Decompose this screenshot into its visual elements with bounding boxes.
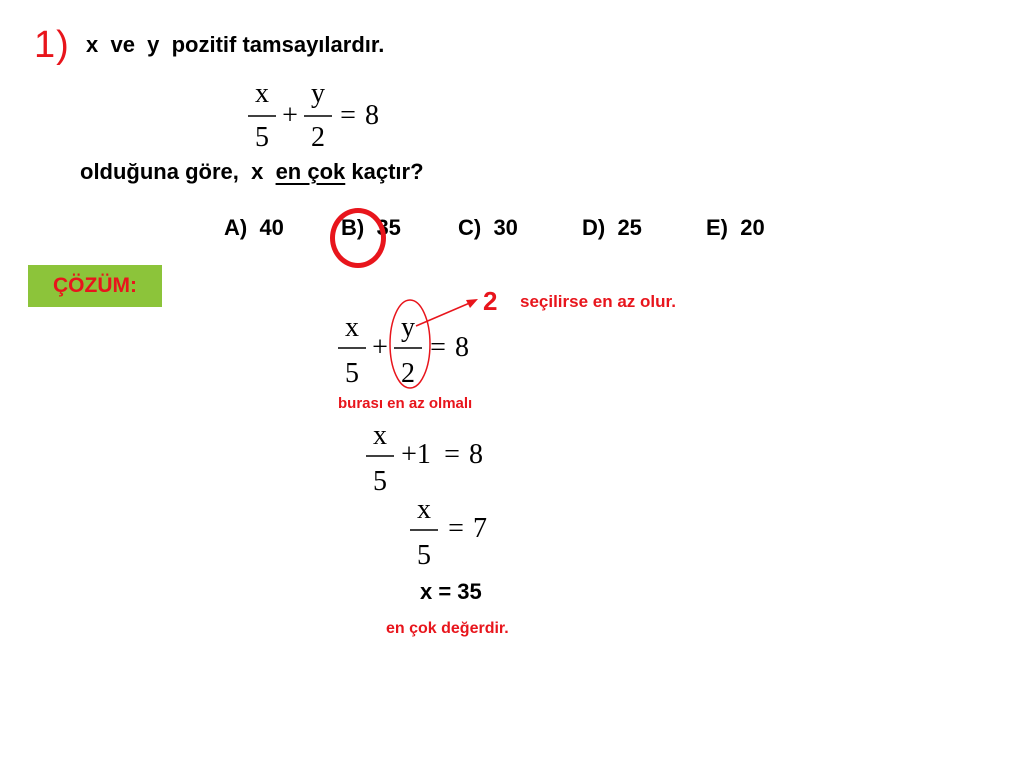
question-underlined: en çok xyxy=(275,159,346,184)
eq-num-x: x xyxy=(255,78,269,109)
selected-answer-circle xyxy=(330,208,386,268)
below-note: burası en az olmalı xyxy=(338,395,473,412)
result: x = 35 xyxy=(420,579,482,604)
eq-num-y: y xyxy=(311,78,325,109)
s1-equals: = xyxy=(430,332,446,363)
eq-den-5: 5 xyxy=(255,122,269,153)
s2-equals: = xyxy=(444,439,460,470)
s2-rhs: 8 xyxy=(469,439,483,470)
conclusion: en çok değerdir. xyxy=(386,620,509,637)
question-part2: kaçtır? xyxy=(345,159,424,184)
annotation-value: 2 xyxy=(483,286,498,316)
question-part1: olduğuna göre, x xyxy=(80,159,276,184)
s1-num-y: y xyxy=(401,312,415,343)
eq-equals: = xyxy=(340,100,356,131)
s1-den-5: 5 xyxy=(345,358,359,389)
problem-statement: x ve y pozitif tamsayılardır. xyxy=(86,32,385,57)
question-text xyxy=(80,159,424,185)
solution-header: ÇÖZÜM: xyxy=(28,265,162,307)
s3-rhs: 7 xyxy=(473,513,487,544)
problem-number: 1) xyxy=(34,24,70,66)
s1-den-2: 2 xyxy=(401,358,415,389)
s2-num-x: x xyxy=(373,420,387,451)
s3-num-x: x xyxy=(417,494,431,525)
s3-equals: = xyxy=(448,513,464,544)
s2-plus-one: +1 xyxy=(401,439,431,470)
option-b[interactable]: B) 35 xyxy=(341,215,401,240)
option-d[interactable]: D) 25 xyxy=(582,215,642,240)
eq-den-2: 2 xyxy=(311,122,325,153)
solution-step3 xyxy=(404,490,504,570)
main-equation xyxy=(240,76,400,160)
option-c[interactable]: C) 30 xyxy=(458,215,518,240)
s1-num-x: x xyxy=(345,312,359,343)
s1-rhs: 8 xyxy=(455,332,469,363)
arrow-head xyxy=(466,299,478,308)
eq-plus: + xyxy=(282,100,298,131)
solution-step2 xyxy=(360,418,500,498)
option-a[interactable]: A) 40 xyxy=(224,215,284,240)
annotation-text: seçilirse en az olur. xyxy=(520,292,676,311)
s3-den-5: 5 xyxy=(417,540,431,570)
s2-den-5: 5 xyxy=(373,466,387,497)
s1-plus: + xyxy=(372,332,388,363)
option-e[interactable]: E) 20 xyxy=(706,215,765,240)
eq-rhs: 8 xyxy=(365,100,379,131)
